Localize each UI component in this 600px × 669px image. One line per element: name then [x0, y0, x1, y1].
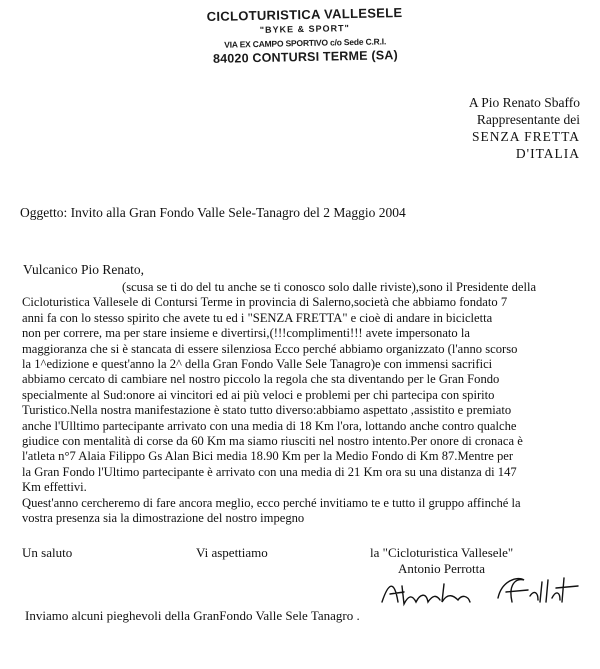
body-line: giudice con mentalità di corse da 60 Km ma siamo riusciti nel nostro intento.Per onore di cronaca è: [22, 434, 523, 449]
body-line: (scusa se ti do del tu anche se ti conosco solo dalle riviste),sono il Presidente della: [122, 280, 537, 294]
body-line: Quest'anno cercheremo di fare ancora meglio, ecco perché invitiamo te e tutto il gruppo affinché la: [22, 495, 521, 510]
recipient-block: [400, 94, 580, 162]
body-line: Cicloturistica Vallesele di Contursi Terme in provincia di Salerno,società che abbiamo fondato 7: [22, 295, 508, 310]
body-line: la Gran Fondo l'Ultimo partecipante è arrivato con una media di 21 Km ora su una distanza di 147: [22, 464, 517, 479]
stamp-line-4: 84020 CONTURSI TERME (SA): [212, 48, 399, 66]
closing-org: la "Cicloturistica Vallesele": [370, 545, 514, 560]
greeting: Vulcanico Pio Renato,: [23, 262, 145, 277]
recipient-line: Rappresentante dei: [476, 112, 580, 127]
letterhead-stamp: [204, 6, 405, 66]
body-line: vostra presenza sia la dimostrazione del nostro impegno: [22, 511, 305, 526]
body-line: non per correre, ma per stare insieme e divertirsi,(!!!complimenti!!! avete impersonato la: [22, 326, 470, 341]
recipient-line: D'ITALIA: [515, 146, 580, 161]
body-line: anche l'Ulltimo partecipante arrivato con una media di 18 Km l'ora, lottando anche contro qualche: [22, 418, 517, 433]
body-line: maggioranza che si è stancata di essere silenziosa Ecco perché abbiamo organizzato (l'anno scorso: [22, 341, 518, 356]
recipient-line: A Pio Renato Sbaffo: [468, 95, 580, 110]
body-line: anni fa con lo stesso spirito che avete tu ed i "SENZA FRETTA" e cioè di andare in bicicletta: [22, 310, 493, 325]
subject-line: Oggetto: Invito alla Gran Fondo Valle Sele-Tanagro del 2 Maggio 2004: [20, 205, 406, 220]
handwritten-signature: [378, 572, 593, 612]
body-line: l'atleta n°7 Alaia Filippo Gs Alan Bici media 18.90 Km per la Medio Fondo di Km 87.Mentre per: [22, 449, 514, 464]
signer-name: Antonio Perrotta: [398, 561, 486, 576]
body-line: Turistico.Nella nostra manifestazione è stato tutto diverso:abbiamo aspettato ,assistito e premiato: [22, 403, 512, 418]
footer-note: Inviamo alcuni pieghevoli della GranFondo Valle Sele Tanagro .: [25, 608, 360, 623]
body-line: abbiamo cercato di cambiare nel nostro piccolo la regola che sta diventando per le Gran Fondo: [22, 372, 500, 387]
body-line: specialmente al Sud:onore ai vincitori ed ai più veloci e problemi per chi partecipa con spirito: [22, 387, 495, 402]
stamp-line-2: "BYKE & SPORT": [259, 23, 350, 35]
stamp-line-1: CICLOTURISTICA VALLESELE: [206, 4, 403, 25]
closing-wait: Vi aspettiamo: [196, 545, 268, 560]
recipient-line: SENZA FRETTA: [471, 129, 580, 144]
body-line: Km effettivi.: [22, 480, 87, 495]
letter-body: [22, 280, 588, 527]
body-line: la 1^edizione e quest'anno la 2^ della Gran Fondo Valle Sele Tanagro)e con immensi sacrifici: [22, 357, 493, 372]
closing-salute: Un saluto: [22, 545, 73, 560]
stamp-line-3: VIA EX CAMPO SPORTIVO c/o Sede C.R.I.: [224, 36, 387, 50]
